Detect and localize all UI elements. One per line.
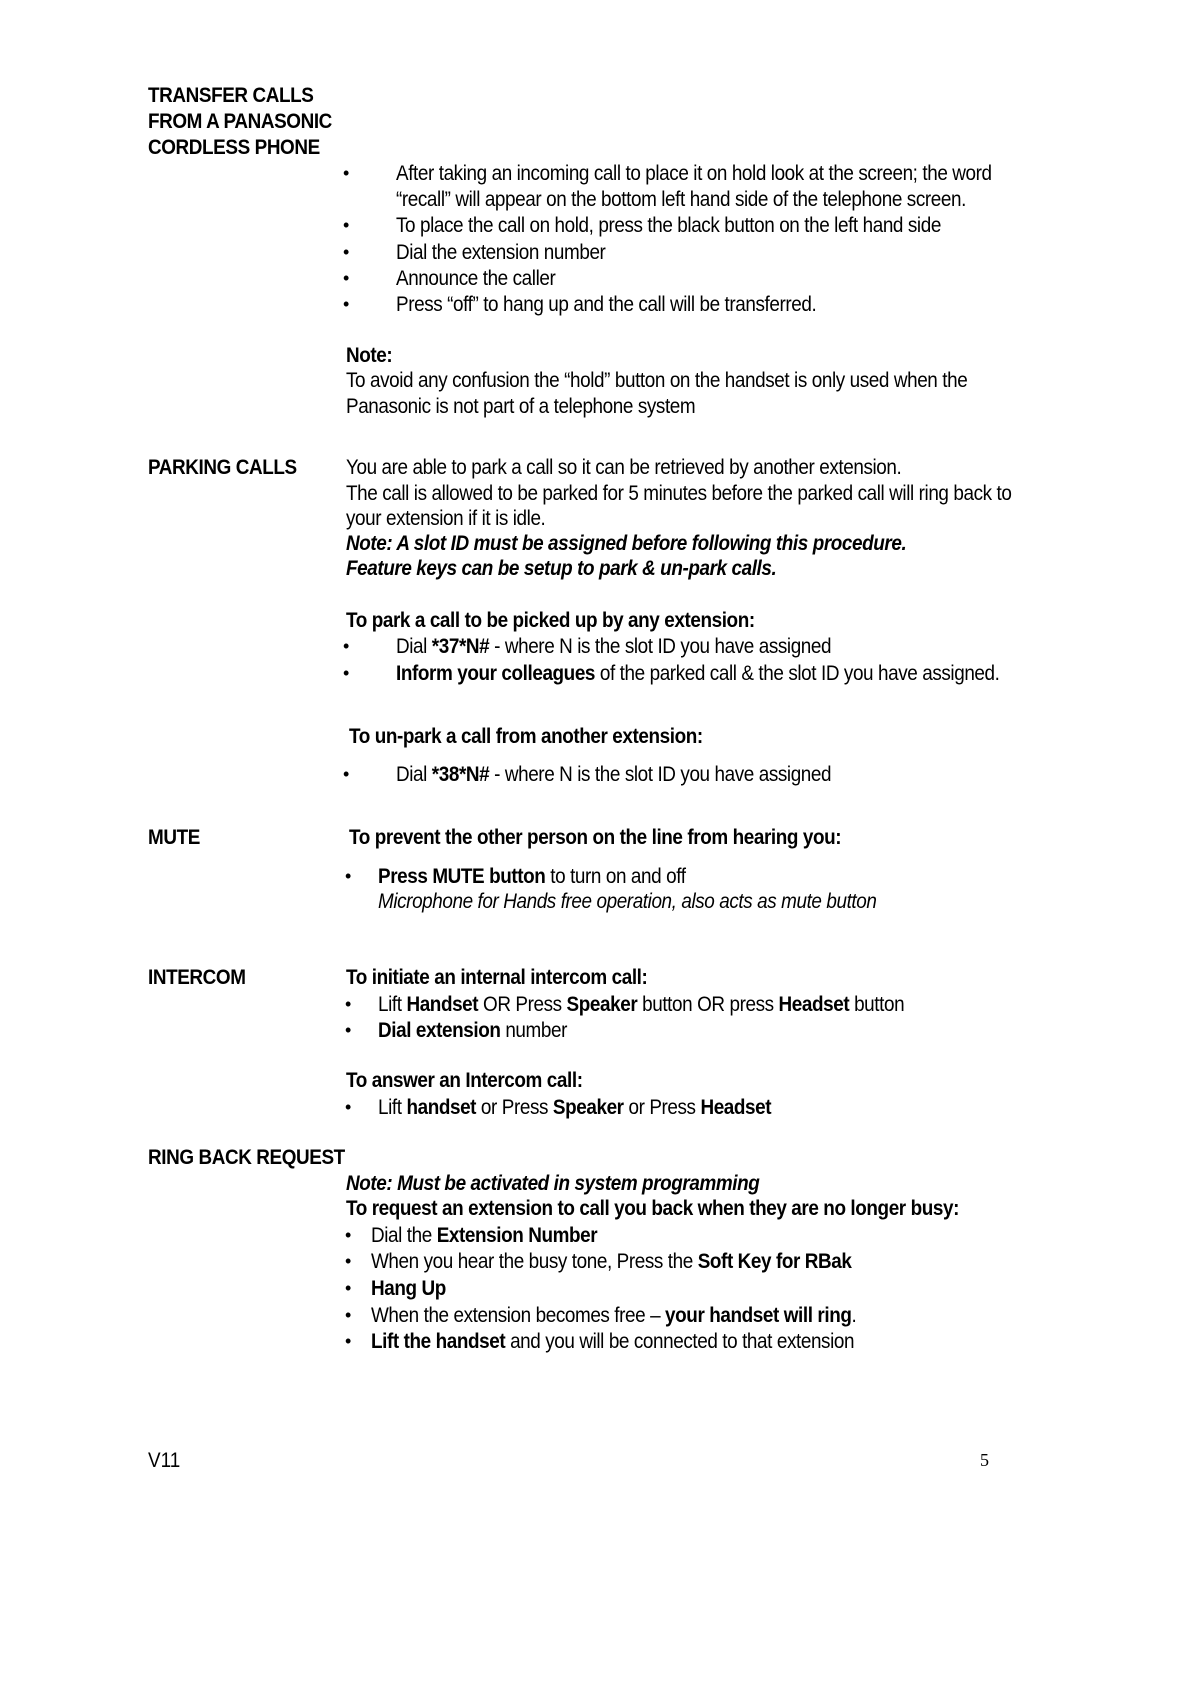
parking-note-line2: Feature keys can be setup to park & un-park calls.: [346, 557, 777, 580]
footer-page-number: 5: [980, 1450, 989, 1470]
ringback-step-5: Lift the handset and you will be connected to that extension: [371, 1330, 855, 1353]
transfer-step-3: Dial the extension number: [396, 241, 606, 264]
bullet-icon: •: [345, 1278, 352, 1298]
ringback-title: To request an extension to call you back when they are no longer busy:: [346, 1197, 959, 1220]
bullet-icon: •: [345, 1331, 352, 1351]
bullet-icon: •: [343, 268, 350, 288]
park-step-2: Inform your colleagues of the parked call & the slot ID you have assigned.: [396, 662, 1000, 685]
transfer-note-line2: Panasonic is not part of a telephone system: [346, 395, 696, 418]
transfer-step-2: To place the call on hold, press the black button on the left hand side: [396, 214, 941, 237]
intercom-step-2: Dial extension number: [378, 1019, 567, 1042]
bullet-icon: •: [343, 215, 350, 235]
heading-transfer-calls-line2: FROM A PANASONIC: [148, 110, 332, 133]
ringback-step-3: Hang Up: [371, 1277, 446, 1300]
mute-step-1: Press MUTE button to turn on and off: [378, 865, 686, 888]
transfer-note-line1: To avoid any confusion the “hold” button on the handset is only used when the: [346, 369, 968, 392]
bullet-icon: •: [345, 1305, 352, 1325]
bullet-icon: •: [343, 242, 350, 262]
ringback-step-1: Dial the Extension Number: [371, 1224, 598, 1247]
transfer-step-1-line1: After taking an incoming call to place it on hold look at the screen; the word: [396, 162, 992, 185]
parking-intro-line2: The call is allowed to be parked for 5 minutes before the parked call will ring back to: [346, 482, 1012, 505]
intercom-answer-title: To answer an Intercom call:: [346, 1069, 583, 1092]
bullet-icon: •: [345, 994, 352, 1014]
bullet-icon: •: [343, 636, 350, 656]
unpark-call-title: To un-park a call from another extension:: [349, 725, 703, 748]
parking-intro-line1: You are able to park a call so it can be retrieved by another extension.: [346, 456, 902, 479]
bullet-icon: •: [345, 1097, 352, 1117]
heading-intercom: INTERCOM: [148, 966, 246, 989]
intercom-answer-step-1: Lift handset or Press Speaker or Press Headset: [378, 1096, 772, 1119]
bullet-icon: •: [345, 866, 352, 886]
transfer-step-5: Press “off” to hang up and the call will be transferred.: [396, 293, 817, 316]
heading-ring-back-request: RING BACK REQUEST: [148, 1146, 345, 1169]
bullet-icon: •: [345, 1225, 352, 1245]
bullet-icon: •: [345, 1251, 352, 1271]
bullet-icon: •: [343, 663, 350, 683]
park-step-1: Dial *37*N# - where N is the slot ID you have assigned: [396, 635, 832, 658]
bullet-icon: •: [343, 764, 350, 784]
footer-version: V11: [148, 1449, 181, 1472]
ringback-step-2: When you hear the busy tone, Press the Soft Key for RBak: [371, 1250, 852, 1273]
transfer-step-4: Announce the caller: [396, 267, 556, 290]
bullet-icon: •: [343, 163, 350, 183]
heading-transfer-calls-line1: TRANSFER CALLS: [148, 84, 314, 107]
unpark-step-1: Dial *38*N# - where N is the slot ID you have assigned: [396, 763, 832, 786]
park-call-title: To park a call to be picked up by any extension:: [346, 609, 755, 632]
heading-transfer-calls-line3: CORDLESS PHONE: [148, 136, 320, 159]
parking-intro-line3: your extension if it is idle.: [346, 507, 546, 530]
heading-mute: MUTE: [148, 826, 200, 849]
transfer-step-1-line2: “recall” will appear on the bottom left hand side of the telephone screen.: [396, 188, 966, 211]
bullet-icon: •: [343, 294, 350, 314]
intercom-title: To initiate an internal intercom call:: [346, 966, 648, 989]
ringback-step-4: When the extension becomes free – your handset will ring.: [371, 1304, 857, 1327]
bullet-icon: •: [345, 1020, 352, 1040]
ringback-note: Note: Must be activated in system programming: [346, 1172, 760, 1195]
mute-subnote: Microphone for Hands free operation, also acts as mute button: [378, 890, 877, 913]
mute-title: To prevent the other person on the line from hearing you:: [349, 826, 842, 849]
parking-note-line1: Note: A slot ID must be assigned before following this procedure.: [346, 532, 907, 555]
intercom-step-1: Lift Handset OR Press Speaker button OR press Headset button: [378, 993, 905, 1016]
transfer-note-label: Note:: [346, 344, 393, 367]
heading-parking-calls: PARKING CALLS: [148, 456, 297, 479]
